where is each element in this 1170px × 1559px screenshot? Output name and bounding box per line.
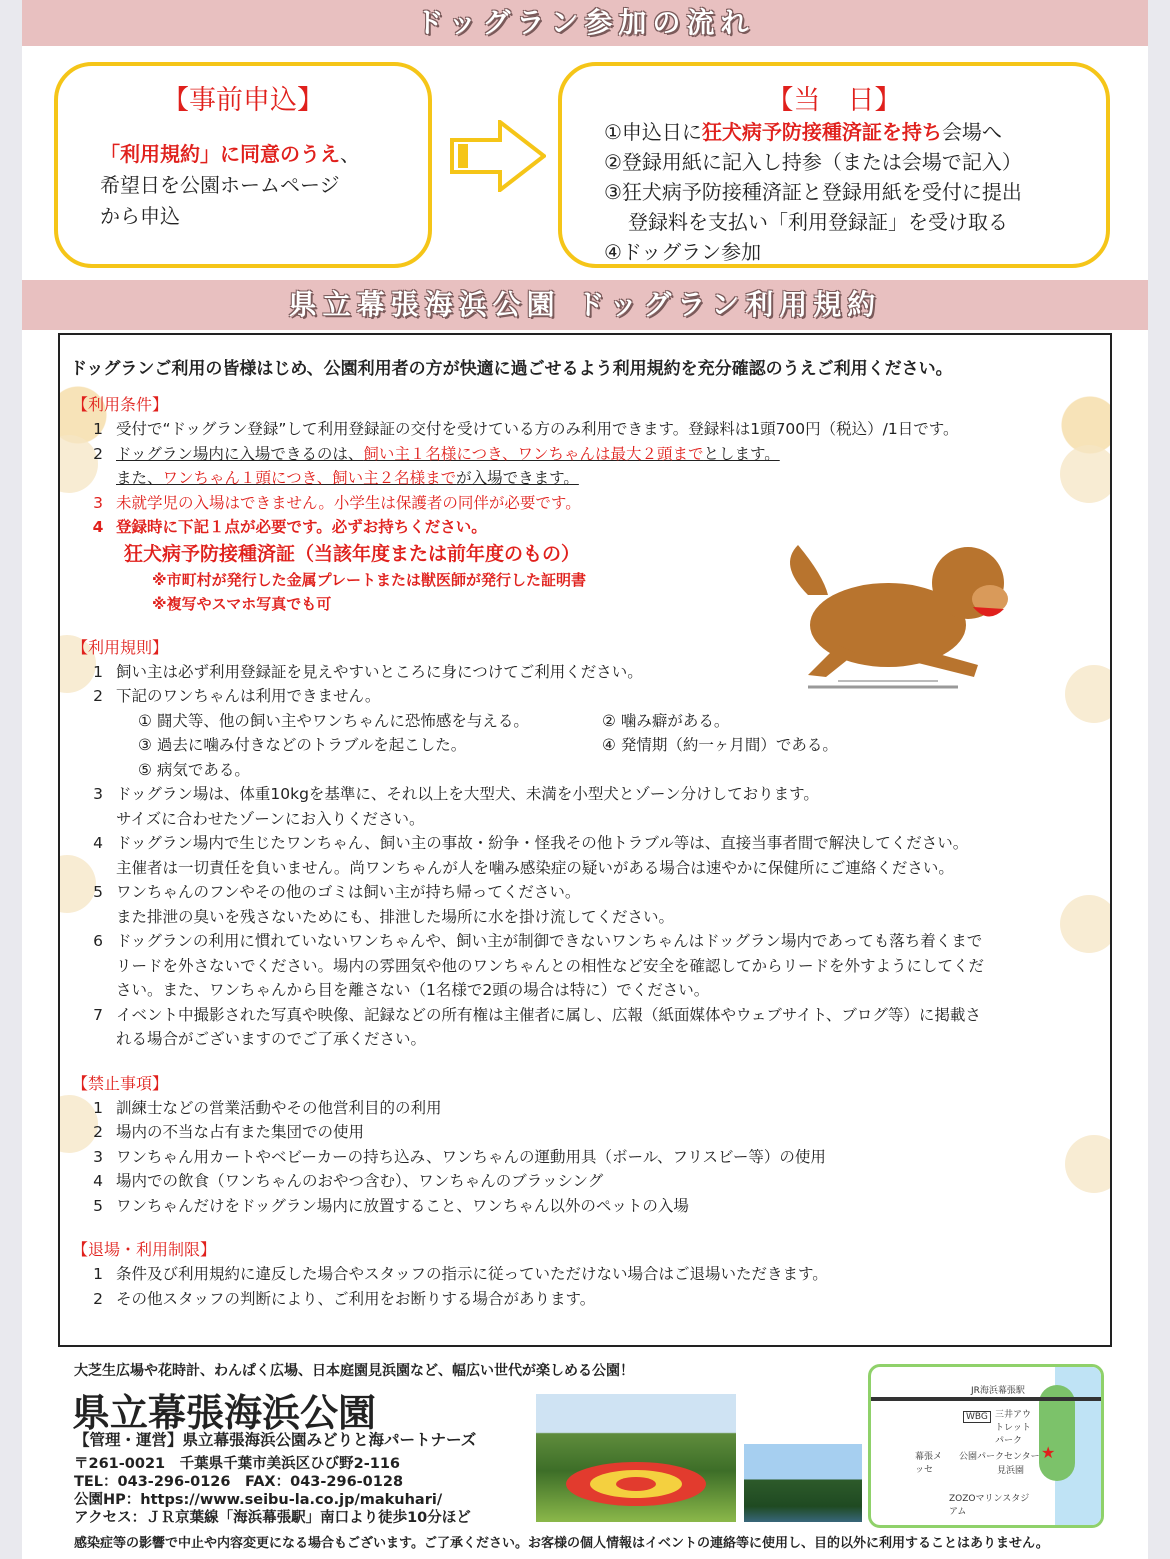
pre-application-body: [58, 117, 428, 232]
item-number: 3: [93, 493, 103, 512]
item-number: 3: [93, 785, 103, 803]
usage-item: [60, 1003, 1110, 1028]
prohibited-heading: 【禁止事項】: [72, 1073, 169, 1093]
prohibited-item: [60, 1096, 1110, 1121]
japanese-garden-photo: [744, 1444, 862, 1522]
item-text-b: とします。: [703, 444, 780, 463]
restriction-5: ⑤ 病気である。: [138, 760, 250, 779]
usage-item-cont: 主催者は一切責任を負いません。尚ワンちゃんが人を噛み感染症の疑いがある場合は速やかに保健所にご連絡ください。: [116, 858, 954, 877]
item-number: 3: [93, 1147, 103, 1166]
item-number: 1: [93, 662, 103, 681]
access-info: アクセス：ＪＲ京葉線「海浜幕張駅」南口より徒歩10分ほど: [74, 1510, 471, 1526]
map-label-station: JR海浜幕張駅: [971, 1386, 1025, 1396]
park-info-footer: [22, 1352, 1148, 1559]
item-text: イベント中撮影された写真や映像、記録などの所有権は主催者に属し、広報（紙面媒体やウェブサイト、ブログ等）に掲載さ: [116, 1005, 981, 1024]
item-text: ワンちゃんだけをドッグラン場内に放置すること、ワンちゃん以外のペットの入場: [116, 1196, 689, 1215]
item-number: 2: [93, 1289, 103, 1308]
step-1-a: ①申込日に: [604, 120, 702, 144]
certificate-note-1: ※市町村が発行した金属プレートまたは獣医師が発行した証明書: [152, 570, 586, 589]
map-label-messe: 幕張メッセ: [915, 1452, 943, 1475]
item-text: 下記のワンちゃんは利用できません。: [116, 687, 381, 705]
item-number: 2: [93, 444, 103, 463]
step-3-cont: 登録料を支払い「利用登録証」を受け取る: [628, 210, 1008, 234]
conditions-heading: 【利用条件】: [72, 395, 169, 414]
usage-item-cont: さい。また、ワンちゃんから目を離さない（1名様で2頭の場合は特に）でください。: [116, 981, 710, 999]
usage-item-cont: リードを外さないでください。場内の雰囲気や他のワンちゃんとの相性など安全を確認してからリードを外すようにしてくだ: [116, 956, 985, 975]
park-name: 県立幕張海浜公園: [72, 1390, 377, 1435]
item-number: 5: [93, 883, 103, 901]
restriction-1: ① 闘犬等、他の飼い主やワンちゃんに恐怖感を与える。: [138, 711, 529, 730]
item-number: 6: [93, 932, 103, 950]
item-text-red: ワンちゃん１頭につき、飼い主２名様まで: [162, 469, 457, 487]
item-text: 場内での飲食（ワンちゃんのおやつ含む）、ワンちゃんのブラッシング: [116, 1172, 604, 1190]
comma-text: 、: [340, 142, 360, 166]
map-label-center: 公園パークセンター: [959, 1452, 1040, 1462]
page-margin-left: [0, 0, 22, 1559]
usage-item: [60, 880, 1110, 905]
item-text: 登録時に下記１点が必要です。必ずお持ちください。: [116, 518, 487, 536]
restriction-row: [60, 733, 1110, 758]
rabies-certificate-requirement: 狂犬病予防接種済証（当該年度または前年度のもの）: [124, 542, 581, 565]
address: 〒261-0021 千葉県千葉市美浜区ひび野2-116: [74, 1456, 401, 1472]
condition-item: [60, 417, 1110, 442]
item-number: 4: [92, 518, 104, 536]
event-day-steps: [562, 117, 1106, 267]
contact-info: [74, 1455, 471, 1527]
apply-line-3: から申込: [100, 204, 180, 228]
restriction-3: ③ 過去に噛み付きなどのトラブルを起こした。: [138, 736, 467, 754]
item-text-a: また、: [116, 469, 163, 487]
item-text-red: 飼い主１名様につき、ワンちゃんは最大２頭まで: [363, 444, 704, 463]
usage-item: [60, 929, 1110, 954]
restriction-row: [60, 709, 1110, 734]
privacy-notice: 感染症等の影響で中止や内容変更になる場合もございます。ご了承ください。お客様の個人情報はイベントの連絡等に使用し、目的以外に利用することはありません。: [74, 1536, 1049, 1551]
phone-fax: TEL：043-296-0126 FAX：043-296-0128: [74, 1474, 404, 1490]
map-label-outlet: 三井アウトレットパーク: [995, 1410, 1032, 1446]
prohibited-item: [60, 1169, 1110, 1194]
item-text: ドッグラン場内で生じたワンちゃん、飼い主の事故・紛争・怪我その他トラブル等は、直接当事者間で解決してください。: [116, 834, 969, 852]
terms-consent-text: 「利用規約」に同意のうえ: [100, 142, 340, 166]
map-label-wbg: WBG: [963, 1411, 991, 1423]
item-text: ワンちゃんのフンやその他のゴミは飼い主が持ち帰ってください。: [116, 883, 581, 901]
exit-heading: 【退場・利用制限】: [72, 1240, 217, 1259]
item-text: [116, 445, 780, 463]
usage-item-cont: サイズに合わせたゾーンにお入りください。: [116, 809, 425, 828]
rules-banner: 県立幕張海浜公園 ドッグラン利用規約: [22, 280, 1148, 330]
step-1: [604, 117, 1106, 147]
usage-heading: 【利用規則】: [72, 637, 169, 657]
railway-line: [871, 1397, 1101, 1401]
item-text: ドッグラン場は、体重10kgを基準に、それ以上を大型犬、未満を小型犬とゾーン分けしております。: [116, 785, 819, 803]
item-text: 訓練士などの営業活動やその他営利目的の利用: [116, 1098, 442, 1117]
event-day-title: 【当 日】: [766, 85, 902, 116]
item-number: 4: [93, 834, 103, 852]
restriction-4: ④ 発情期（約一ヶ月間）である。: [602, 736, 838, 754]
item-number: 1: [93, 420, 103, 438]
right-arrow-icon: [450, 120, 546, 192]
step-3: ③狂犬病予防接種済証と登録用紙を受付に提出: [604, 180, 1022, 204]
item-text: 受付で“ドッグラン登録”して利用登録証の交付を受けている方のみ利用できます。登録料は1頭700円（税込）/1日です。: [116, 420, 959, 438]
prohibited-item: [60, 1194, 1110, 1219]
item-text-b: が入場できます。: [456, 469, 579, 487]
restriction-row: [60, 758, 1110, 783]
item-text: 飼い主は必ず利用登録証を見えやすいところに身につけてご利用ください。: [116, 662, 643, 681]
item-number: 1: [93, 1265, 103, 1283]
usage-item: [60, 831, 1110, 856]
item-text-a: ドッグラン場内に入場できるのは、: [116, 444, 364, 463]
apply-line-2: 希望日を公園ホームページ: [100, 173, 340, 197]
prohibited-item: [60, 1145, 1110, 1170]
management-info: 【管理・運営】県立幕張海浜公園みどりと海パートナーズ: [74, 1431, 477, 1449]
item-number: 5: [93, 1196, 103, 1215]
item-text: 場内の不当な占有また集団での使用: [116, 1123, 365, 1141]
step-4: ④ドッグラン参加: [604, 240, 762, 264]
pre-application-title: 【事前申込】: [162, 85, 324, 116]
page-margin-right: [1148, 0, 1170, 1559]
item-text: ワンちゃん用カートやベビーカーの持ち込み、ワンちゃんの運動用具（ボール、フリスビー等）の使用: [116, 1147, 826, 1166]
park-access-map: [868, 1364, 1104, 1528]
item-text: ドッグランの利用に慣れていないワンちゃんや、飼い主が制御できないワンちゃんはドッグラン場内であっても落ち着くまで: [116, 932, 983, 950]
exit-item: [60, 1262, 1110, 1287]
flyer-page: [22, 0, 1148, 1559]
running-dog-illustration: [768, 525, 1018, 695]
item-number: 7: [93, 1005, 103, 1024]
map-label-mihamaen: 見浜園: [997, 1466, 1025, 1476]
item-number: 4: [93, 1172, 103, 1190]
condition-item: [60, 442, 1110, 467]
certificate-note-2: ※複写やスマホ写真でも可: [152, 594, 332, 613]
condition-item: [60, 491, 1110, 516]
usage-item-cont: れる場合がございますのでご了承ください。: [116, 1030, 427, 1048]
item-text: その他スタッフの判断により、ご利用をお断りする場合があります。: [116, 1289, 596, 1308]
restriction-2: ② 噛み癖がある。: [602, 711, 730, 730]
pre-application-box: [54, 62, 432, 268]
rules-intro: ドッグランご利用の皆様はじめ、公園利用者の方が快適に過ごせるよう利用規約を充分確認のうえご利用ください。: [70, 359, 953, 379]
item-text: 未就学児の入場はできません。小学生は保護者の同伴が必要です。: [116, 493, 581, 512]
flow-banner: ドッグラン参加の流れ: [22, 0, 1148, 46]
exit-item: [60, 1287, 1110, 1312]
park-center-star-icon: ★: [1041, 1443, 1056, 1462]
rules-box: [58, 333, 1112, 1347]
event-day-box: [558, 62, 1110, 268]
item-number: 2: [93, 687, 103, 705]
flower-clock-photo: [536, 1394, 736, 1522]
item-number: 1: [93, 1098, 103, 1117]
item-text: 条件及び利用規約に違反した場合やスタッフの指示に従っていただけない場合はご退場いただきます。: [116, 1265, 828, 1283]
item-number: 2: [93, 1123, 103, 1141]
map-label-stadium: ZOZOマリンスタジアム: [949, 1494, 1030, 1517]
step-1-red: 狂犬病予防接種済証を持ち: [701, 120, 942, 144]
step-1-b: 会場へ: [941, 120, 1002, 144]
condition-item-cont: [60, 466, 1110, 491]
park-tagline: 大芝生広場や花時計、わんぱく広場、日本庭園見浜園など、幅広い世代が楽しめる公園！: [74, 1363, 634, 1379]
step-2: ②登録用紙に記入し持参（または会場で記入）: [604, 150, 1022, 174]
homepage-link[interactable]: 公園HP：https://www.seibu-la.co.jp/makuhari/: [74, 1492, 443, 1508]
usage-item-cont: また排泄の臭いを残さないためにも、排泄した場所に水を掛け流してください。: [116, 907, 675, 926]
prohibited-item: [60, 1120, 1110, 1145]
usage-item: [60, 782, 1110, 807]
